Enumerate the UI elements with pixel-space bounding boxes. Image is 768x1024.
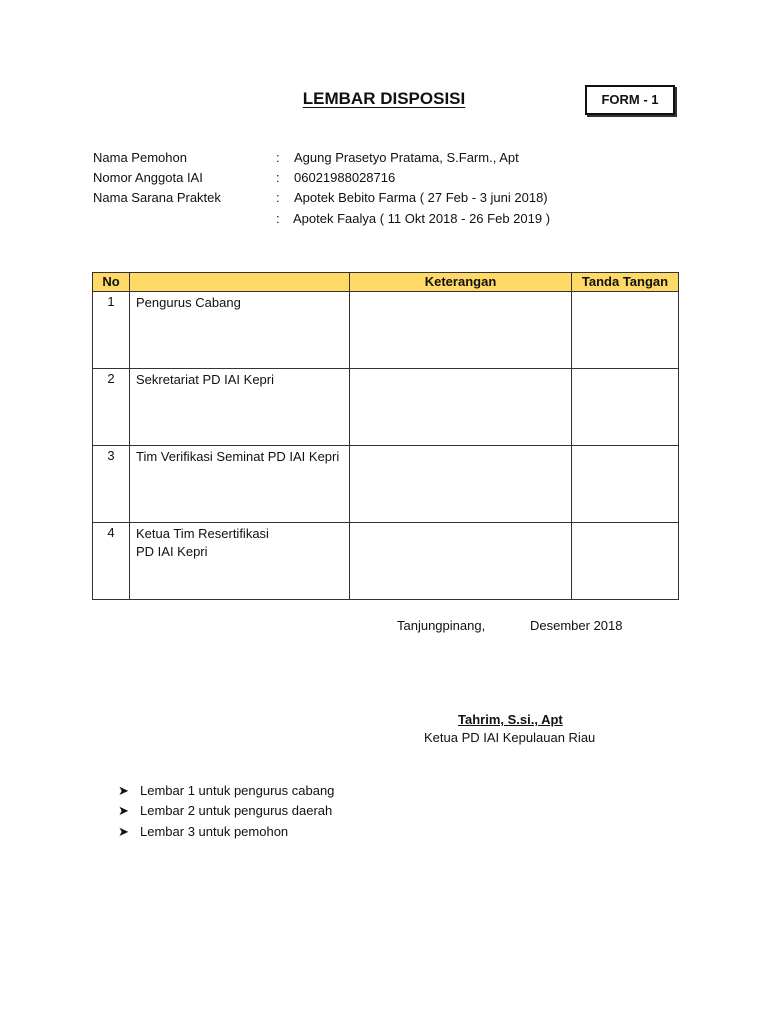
place: Tanjungpinang, (397, 618, 486, 633)
signature-cell (572, 369, 679, 446)
signature-cell (572, 292, 679, 369)
info-label: Nomor Anggota IAI (93, 170, 203, 185)
table-row (93, 523, 679, 600)
info-value: Agung Prasetyo Pratama, S.Farm., Apt (294, 150, 519, 165)
keterangan-cell (350, 369, 572, 446)
info-sep: : (276, 211, 280, 226)
info-value: Apotek Bebito Farma ( 27 Feb - 3 juni 2018) (294, 190, 548, 205)
row-item: Ketua Tim Resertifikasi PD IAI Kepri (130, 523, 350, 600)
keterangan-cell (350, 446, 572, 523)
arrow-bullet-icon: ➤ (118, 824, 129, 839)
row-no: 2 (93, 369, 130, 446)
list-item (118, 824, 288, 840)
info-sep: : (276, 190, 280, 205)
signature-cell (572, 523, 679, 600)
info-value: Apotek Faalya ( 11 Okt 2018 - 26 Feb 2019 ) (293, 211, 551, 226)
header-keterangan: Keterangan (350, 273, 572, 292)
info-label: Nama Sarana Praktek (93, 190, 221, 205)
date: Desember 2018 (530, 618, 623, 633)
disposition-table (92, 272, 679, 600)
row-item: Sekretariat PD IAI Kepri (130, 369, 350, 446)
title-text: LEMBAR DISPOSISI (302, 89, 466, 108)
info-sep: : (276, 150, 280, 165)
signature-cell (572, 446, 679, 523)
signer-name: Tahrim, S.si., Apt (458, 712, 563, 727)
note-text: Lembar 3 untuk pemohon (140, 824, 289, 839)
row-item: Pengurus Cabang (130, 292, 350, 369)
table-row (93, 369, 679, 446)
list-item (118, 803, 332, 819)
row-no: 4 (93, 523, 130, 600)
table-row (93, 292, 679, 369)
keterangan-cell (350, 523, 572, 600)
row-item: Tim Verifikasi Seminat PD IAI Kepri (130, 446, 350, 523)
table-row (93, 446, 679, 523)
signer-title: Ketua PD IAI Kepulauan Riau (424, 730, 596, 745)
header-no: No (93, 273, 130, 292)
list-item (118, 783, 334, 799)
keterangan-cell (350, 292, 572, 369)
info-sep: : (276, 170, 280, 185)
note-text: Lembar 1 untuk pengurus cabang (140, 783, 335, 798)
info-label: Nama Pemohon (93, 150, 187, 165)
note-text: Lembar 2 untuk pengurus daerah (140, 803, 333, 818)
info-value: 06021988028716 (294, 170, 396, 185)
header-blank (130, 273, 350, 292)
row-no: 3 (93, 446, 130, 523)
form-number-box: FORM - 1 (585, 85, 675, 115)
arrow-bullet-icon: ➤ (118, 803, 129, 818)
arrow-bullet-icon: ➤ (118, 783, 129, 798)
header-tanda-tangan: Tanda Tangan (572, 273, 679, 292)
row-no: 1 (93, 292, 130, 369)
table-header (93, 273, 679, 292)
